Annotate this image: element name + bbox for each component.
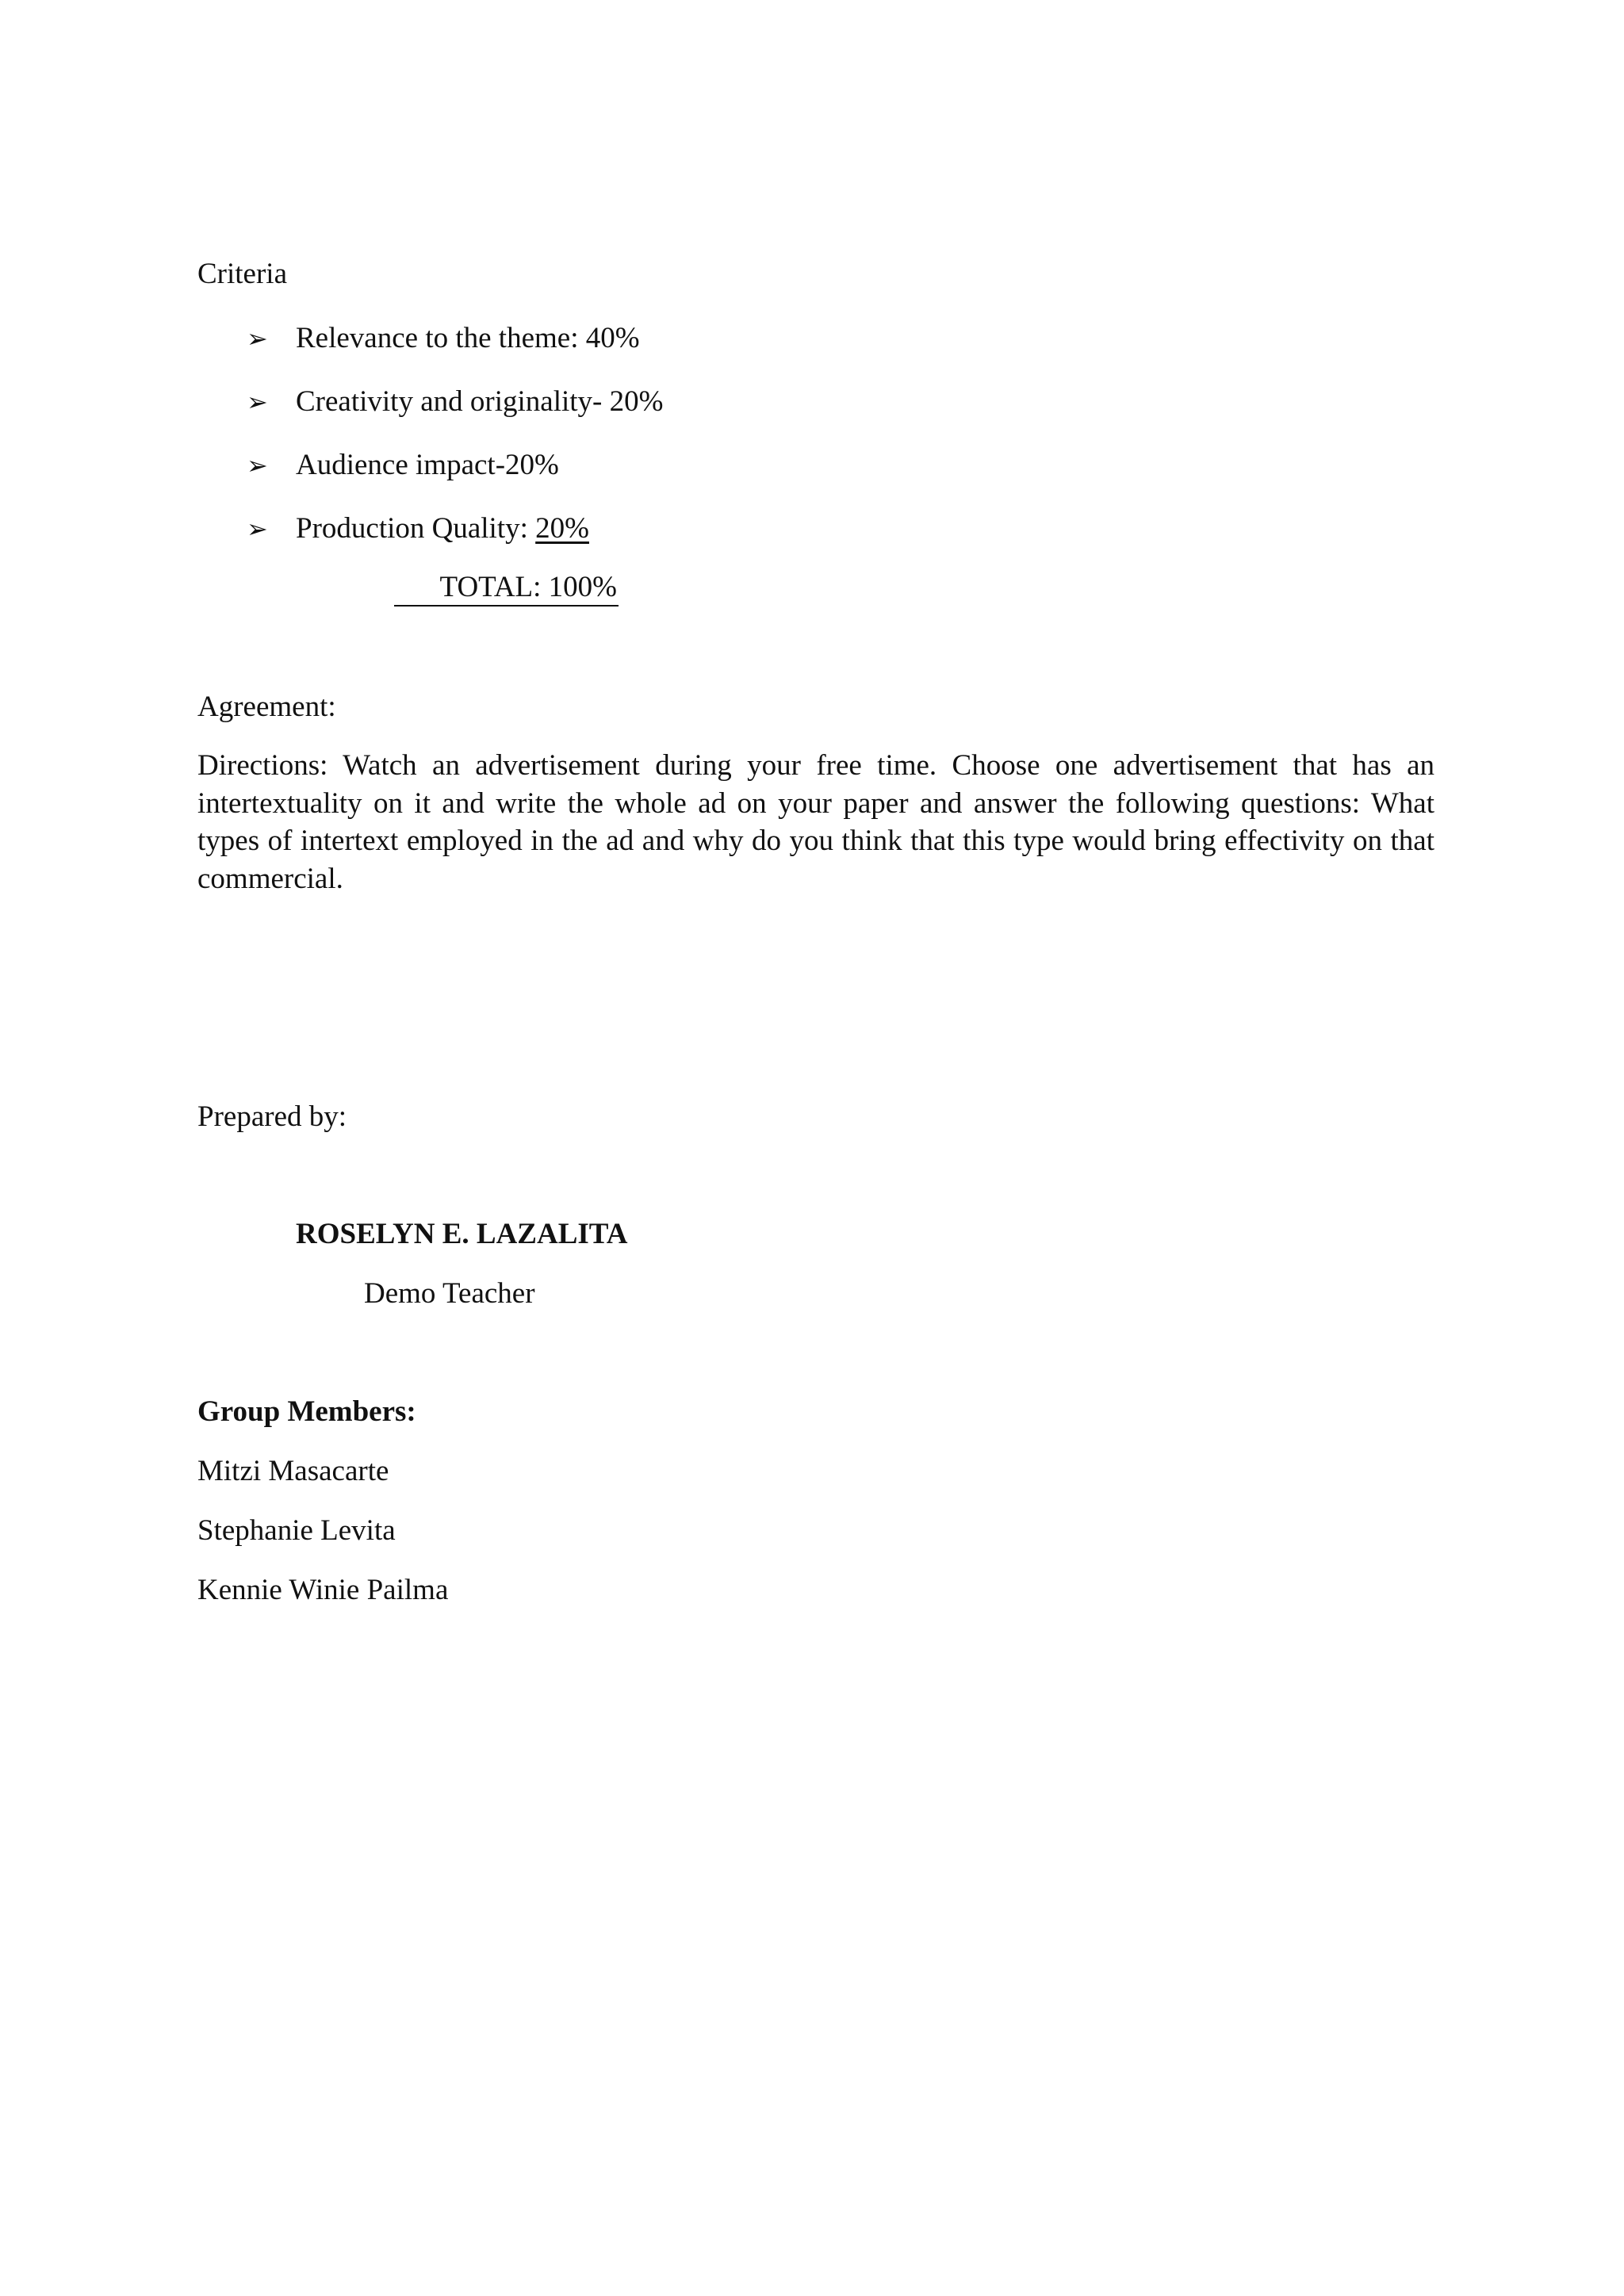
arrow-bullet-icon: ➢ [247, 514, 268, 544]
criteria-item-label-value: 20% [535, 512, 589, 545]
arrow-bullet-icon: ➢ [247, 450, 268, 480]
preparer-name: ROSELYN E. LAZALITA [296, 1218, 628, 1250]
prepared-by-heading: Prepared by: [197, 1100, 347, 1133]
criteria-total-label: TOTAL: 100% [439, 571, 617, 603]
group-member: Kennie Winie Pailma [197, 1574, 449, 1606]
arrow-bullet-icon: ➢ [247, 323, 268, 354]
group-member: Mitzi Masacarte [197, 1455, 389, 1487]
criteria-item-label-prefix: Production Quality: [296, 512, 536, 545]
criteria-item-label: Creativity and originality- 20% [296, 385, 664, 418]
arrow-bullet-icon: ➢ [247, 387, 268, 417]
criteria-item-label: Audience impact-20% [296, 449, 559, 481]
criteria-total [394, 568, 619, 607]
preparer-role: Demo Teacher [364, 1277, 535, 1310]
criteria-item-label: Relevance to the theme: 40% [296, 322, 640, 354]
criteria-heading: Criteria [197, 258, 288, 290]
group-member: Stephanie Levita [197, 1514, 396, 1547]
group-members-heading: Group Members: [197, 1395, 416, 1428]
criteria-item-label [296, 510, 589, 548]
agreement-directions: Directions: Watch an advertisement during your free time. Choose one advertisement that has an intertextuality on it and write the whole ad on your paper and answer the following questions: What types of intertext employed in the ad and why do you think that this type would bring effectivity on that commercial. [197, 749, 1434, 895]
agreement-heading: Agreement: [197, 691, 336, 723]
